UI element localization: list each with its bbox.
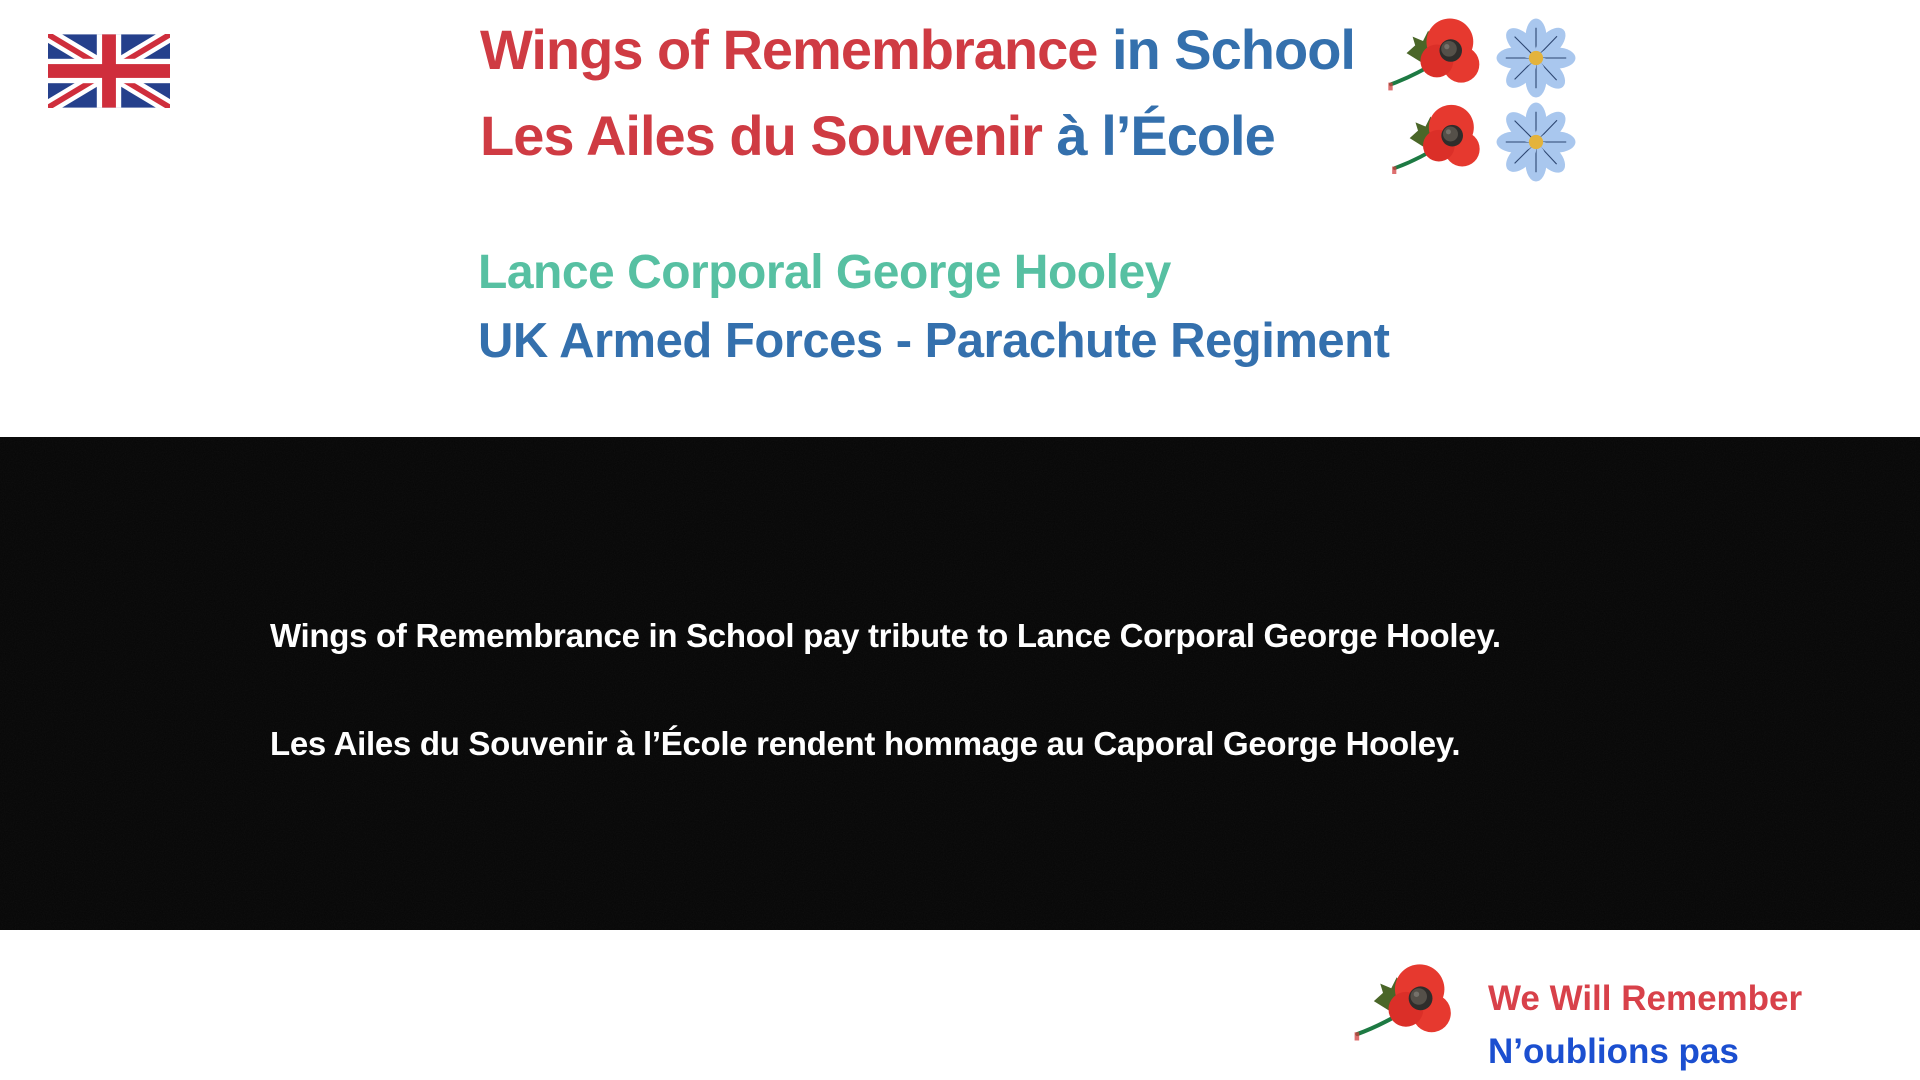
tribute-sentence-french: Les Ailes du Souvenir à l’École rendent hommage au Caporal George Hooley. [270, 725, 1461, 762]
page-title-english [480, 16, 1355, 84]
title-en-blue: in School [1097, 18, 1355, 81]
remembrance-motto [1488, 972, 1802, 1078]
title-fr-red: Les Ailes du Souvenir [480, 104, 1042, 167]
cornflower-icon [1494, 100, 1578, 184]
motto-french: N’oublions pas [1488, 1032, 1739, 1071]
tribute-sentence-english: Wings of Remembrance in School pay tribute to Lance Corporal George Hooley. [270, 617, 1501, 654]
cornflower-icon [1492, 16, 1580, 100]
tribute-band [0, 437, 1920, 930]
title-en-red: Wings of Remembrance [480, 18, 1098, 81]
poppy-icon [1350, 960, 1460, 1044]
poppy-icon [1384, 14, 1488, 94]
uk-flag-icon [48, 34, 170, 108]
poppy-icon [1388, 100, 1488, 178]
motto-english: We Will Remember [1488, 979, 1803, 1018]
honoree-unit: UK Armed Forces - Parachute Regiment [478, 314, 1390, 368]
honoree-name: Lance Corporal George Hooley [478, 246, 1171, 299]
film-grain-texture [0, 437, 1920, 930]
title-fr-blue: à l’École [1041, 104, 1275, 167]
page-title-french [480, 102, 1275, 170]
